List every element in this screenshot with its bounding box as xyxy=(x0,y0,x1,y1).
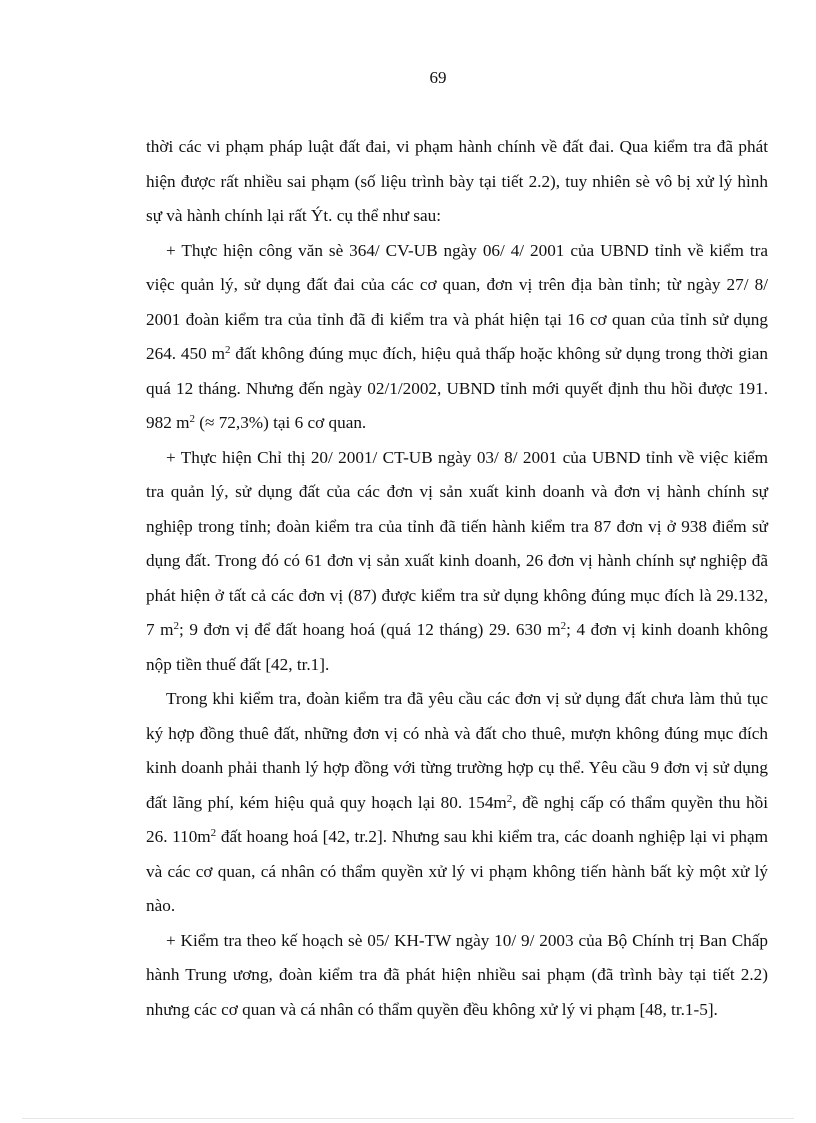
superscript: 2 xyxy=(189,413,195,425)
paragraph-inspection-requirements xyxy=(146,682,768,924)
text-run: đất không đúng mục đích, hiệu quả thấp hoặc không sử dụng trong thời gian quá 12 tháng. Nhưng đến ngày 02/1/2002, UBND tỉnh mới quyết định thu hồi được 191. 982 m xyxy=(146,344,769,432)
paragraph-kh-tw-05: + Kiểm tra theo kế hoạch sè 05/ KH-TW ngày 10/ 9/ 2003 của Bộ Chính trị Ban Chấp hành Trung ương, đoàn kiểm tra đã phát hiện nhiều sai phạm (đã trình bày tại tiết 2.2) nhưng các cơ quan và cá nhân có thẩm quyền đều không xử lý vi phạm [48, tr.1-5]. xyxy=(146,930,768,1019)
paragraph-ct-ub-20 xyxy=(146,441,768,683)
text-run: đất hoang hoá [42, tr.2]. Nhưng sau khi kiểm tra, các doanh nghiệp lại vi phạm và các cơ quan, cá nhân có thẩm quyền xử lý vi phạm không tiến hành bất kỳ một xử lý nào. xyxy=(146,827,768,915)
superscript: 2 xyxy=(210,827,217,839)
text-run: (≈ 72,3%) tại 6 cơ quan. xyxy=(194,413,367,432)
paragraph-cv-ub-364 xyxy=(146,234,768,441)
superscript: 2 xyxy=(506,792,513,805)
text-run: + Thực hiện công văn sè 364/ CV-UB ngày 06/ 4/ 2001 của UBND tỉnh về kiểm tra việc quản lý, sử dụng đất đai của các cơ quan, đơn vị trên địa bàn tỉnh; từ ngày 27/ 8/ 2001 đoàn kiểm tra của tỉnh đã đi kiểm tra và phát hiện tại 16 cơ quan của tỉnh sử dụng 264. 450 m xyxy=(146,240,768,363)
superscript: 2 xyxy=(560,620,567,632)
page-bottom-divider xyxy=(22,1118,794,1119)
superscript: 2 xyxy=(224,344,231,356)
body-text xyxy=(146,130,768,1027)
text-run: ; 4 đơn vị kinh doanh không nộp tiền thuế đất [42, tr.1]. xyxy=(146,620,768,674)
text-run: + Thực hiện Chỉ thị 20/ 2001/ CT-UB ngày 03/ 8/ 2001 của UBND tỉnh về việc kiểm tra quản lý, sử dụng đất của các đơn vị sản xuất kinh doanh và đơn vị hành chính sự nghiệp trong tỉnh; đoàn kiểm tra của tỉnh đã tiến hành kiểm tra 87 đơn vị ở 938 điểm sử dụng đất. Trong đó có 61 đơn vị sản xuất kinh doanh, 26 đơn vị hành chính sự nghiệp đã phát hiện ở tất cả các đơn vị (87) được kiểm tra sử dụng không đúng mục đích là 29.132, 7 m xyxy=(146,447,768,639)
text-run: , đề nghị cấp có thẩm quyền thu hồi 26. 110m xyxy=(146,792,768,846)
text-run: Trong khi kiểm tra, đoàn kiểm tra đã yêu cầu các đơn vị sử dụng đất chưa làm thủ tục ký hợp đồng thuê đất, những đơn vị có nhà và đất cho thuê, mượn không đúng mục đích kinh doanh phải thanh lý hợp đồng với từng trường hợp cụ thể. Yêu cầu 9 đơn vị sử dụng đất lãng phí, kém hiệu quả quy hoạch lại 80. 154m xyxy=(146,689,768,812)
page-number: 69 xyxy=(429,68,447,87)
superscript: 2 xyxy=(173,620,180,632)
text-run: ; 9 đơn vị để đất hoang hoá (quá 12 tháng) 29. 630 m xyxy=(179,620,561,639)
paragraph-continuation: thời các vi phạm pháp luật đất đai, vi phạm hành chính về đất đai. Qua kiểm tra đã phát hiện được rất nhiều sai phạm (số liệu trình bày tại tiết 2.2), tuy nhiên sè vô bị xử lý hình sự và hành chính lại rất Ýt. cụ thể như sau: xyxy=(146,137,768,225)
